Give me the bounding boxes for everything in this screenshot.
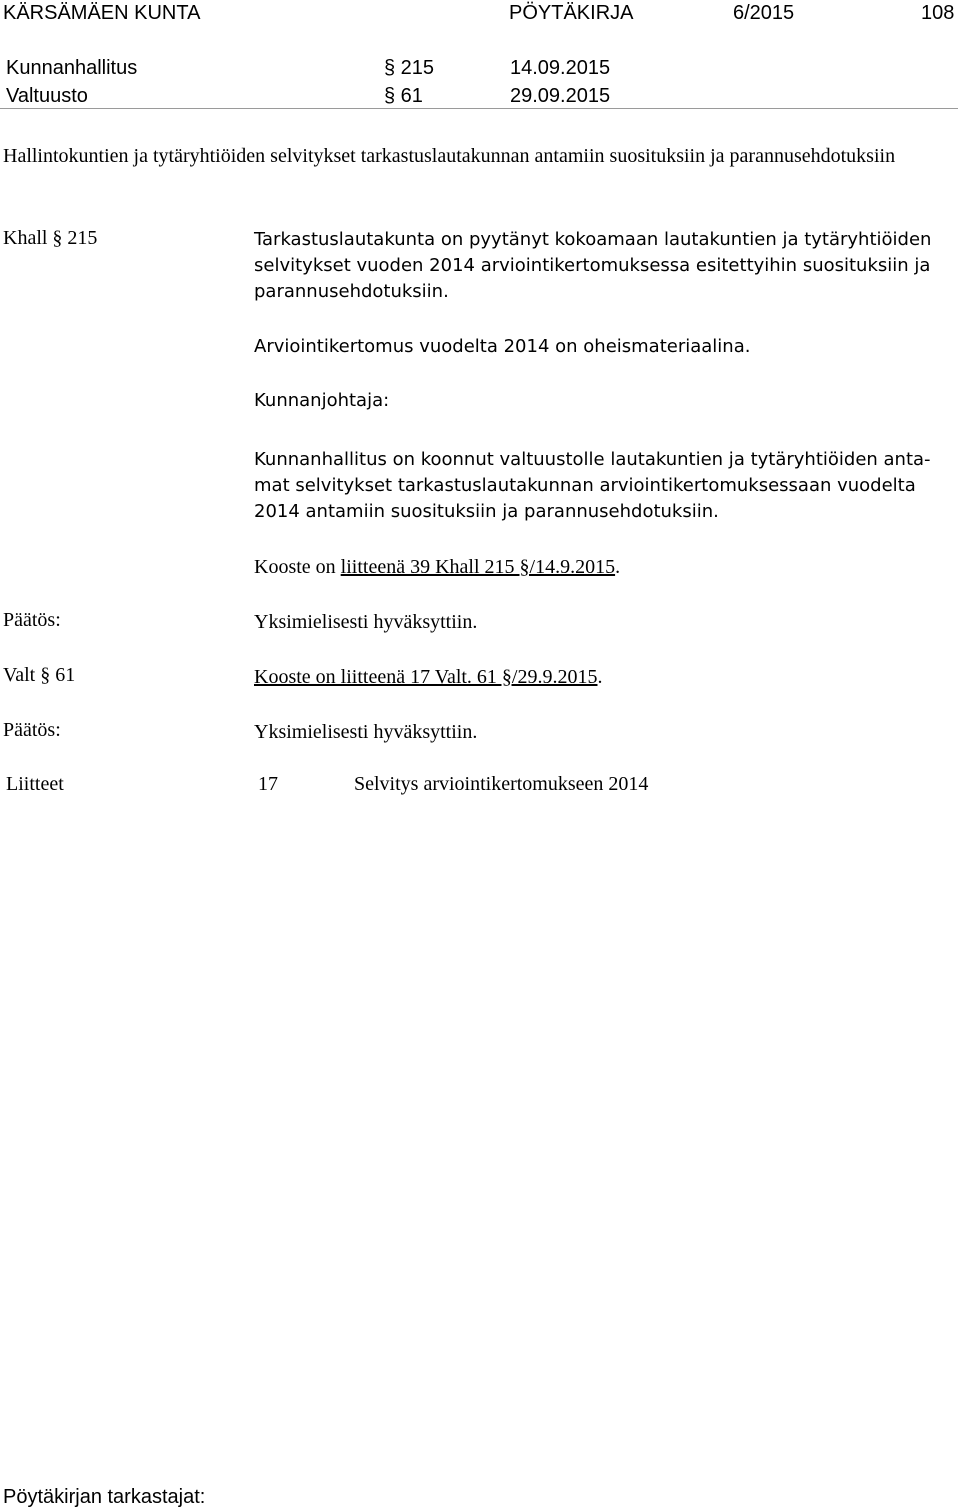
proposal-paragraph (254, 447, 954, 525)
meeting-section: § 61 (384, 85, 423, 107)
background-material-note: Arviointikertomus vuodelta 2014 on oheismateriaalina. (254, 336, 751, 357)
attachment-suffix: . (615, 556, 621, 578)
khall-section-label: Khall § 215 (3, 227, 98, 249)
meeting-section: § 215 (384, 57, 435, 79)
khall-attachment-link[interactable]: liitteenä 39 Khall 215 §/14.9.2015 (340, 556, 616, 578)
paragraph-line: parannusehdotuksiin. (254, 281, 449, 302)
khall-decision-text: Yksimielisesti hyväksyttiin. (254, 611, 478, 633)
document-type: PÖYTÄKIRJA (509, 2, 634, 24)
municipality-name: KÄRSÄMÄEN KUNTA (3, 2, 201, 24)
attachment-suffix: . (597, 666, 603, 688)
meeting-date: 29.09.2015 (510, 85, 611, 107)
attachment-number: 17 (258, 773, 278, 795)
paragraph-line: Tarkastuslautakunta on pyytänyt kokoamaan lautakuntien ja tytäryhtiöiden (254, 229, 932, 250)
valt-decision-text: Yksimielisesti hyväksyttiin. (254, 721, 478, 743)
reviewers-label: Pöytäkirjan tarkastajat: (3, 1486, 206, 1508)
attachments-label: Liitteet (6, 773, 64, 795)
valt-attachment-line (254, 664, 603, 690)
page-number: 108 (921, 2, 955, 24)
attachment-prefix: Kooste on (254, 556, 341, 578)
header-divider (0, 108, 958, 109)
khall-intro-paragraph (254, 227, 954, 305)
khall-decision-label: Päätös: (3, 609, 61, 631)
proposer-label: Kunnanjohtaja: (254, 390, 390, 411)
valt-decision-label: Päätös: (3, 719, 61, 741)
paragraph-line: 2014 antamiin suosituksiin ja parannusehdotuksiin. (254, 501, 719, 522)
valt-attachment-link[interactable]: Kooste on liitteenä 17 Valt. 61 §/29.9.2015 (254, 666, 598, 688)
issue-number: 6/2015 (733, 2, 795, 24)
paragraph-line: selvitykset vuoden 2014 arviointikertomuksessa esitettyihin suosituksiin ja (254, 255, 931, 276)
valt-section-label: Valt § 61 (3, 664, 76, 686)
agenda-item-title: Hallintokuntien ja tytäryhtiöiden selvitykset tarkastuslautakunnan antamiin suosituksiin ja parannusehdotuksiin (3, 145, 896, 167)
meeting-date: 14.09.2015 (510, 57, 611, 79)
attachment-name[interactable]: Selvitys arviointikertomukseen 2014 (354, 773, 649, 795)
khall-attachment-line (254, 554, 620, 580)
paragraph-line: Kunnanhallitus on koonnut valtuustolle lautakuntien ja tytäryhtiöiden anta- (254, 449, 931, 470)
meeting-body: Kunnanhallitus (6, 57, 138, 79)
meeting-body: Valtuusto (6, 85, 88, 107)
paragraph-line: mat selvitykset tarkastuslautakunnan arviointikertomuksessaan vuodelta (254, 475, 916, 496)
